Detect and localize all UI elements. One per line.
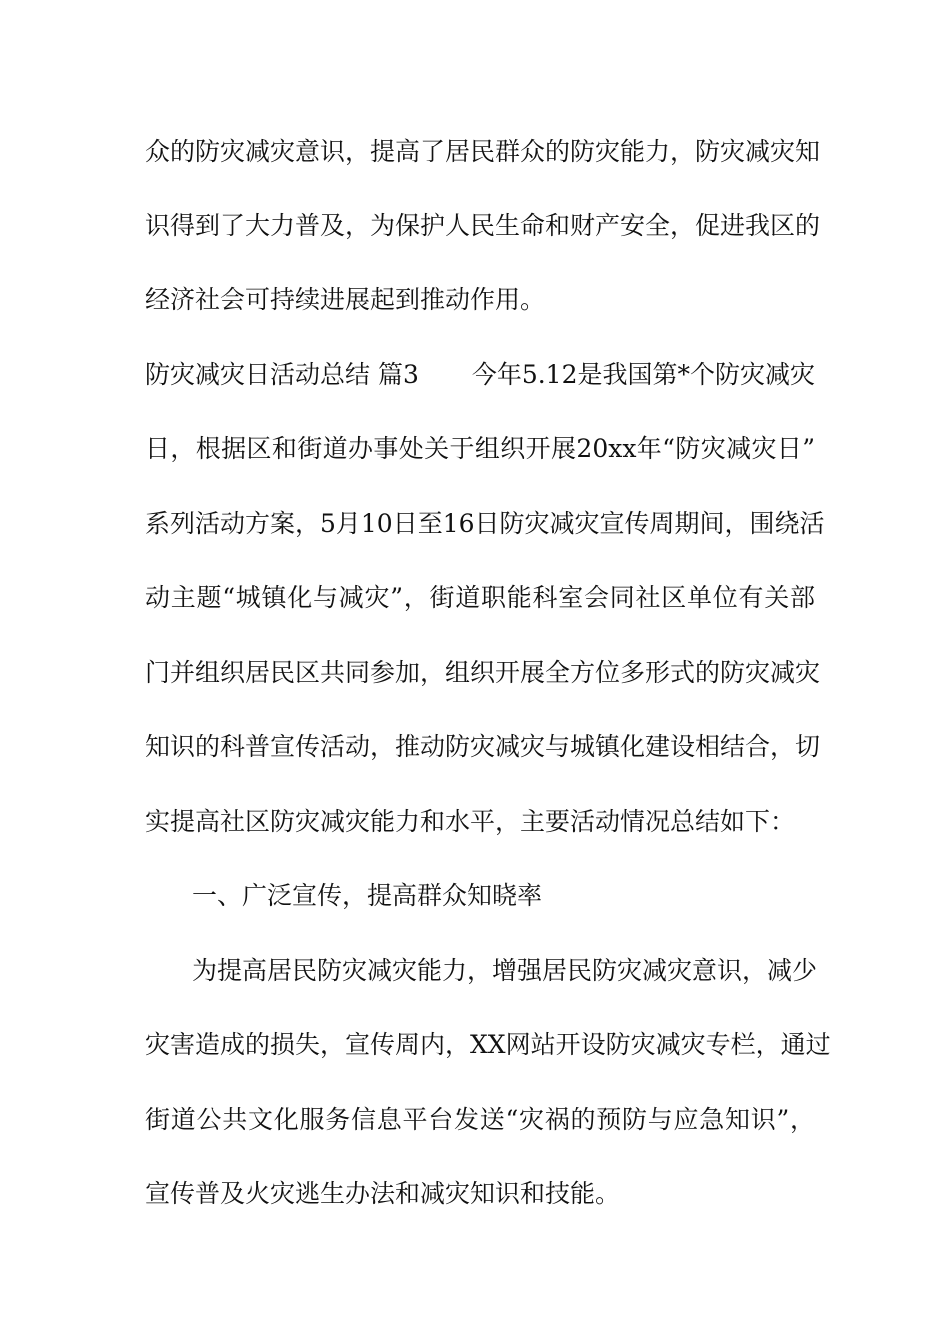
paragraph-line-12: 灾害造成的损失，宣传周内，XX网站开设防灾减灾专栏，通过 <box>145 1030 831 1059</box>
section-heading-row <box>145 355 815 395</box>
paragraph-line-2: 识得到了大力普及，为保护人民生命和财产安全，促进我区的 <box>145 211 821 240</box>
paragraph-line-5: 日，根据区和街道办事处关于组织开展20xx年“防灾减灾日” <box>145 434 815 463</box>
paragraph-line-1: 众的防灾减灾意识，提高了居民群众的防灾能力，防灾减灾知 <box>145 137 821 166</box>
paragraph-line-14: 宣传普及火灾逃生办法和减灾知识和技能。 <box>145 1179 621 1208</box>
paragraph-line-9: 知识的科普宣传活动，推动防灾减灾与城镇化建设相结合，切 <box>145 732 821 761</box>
paragraph-line-13: 街道公共文化服务信息平台发送“灾祸的预防与应急知识”， <box>145 1105 815 1134</box>
subheading: 一、广泛宣传，提高群众知晓率 <box>192 881 543 910</box>
paragraph-line-7: 动主题“城镇化与减灾”，街道职能科室会同社区单位有关部 <box>145 583 815 612</box>
paragraph-line-3: 经济社会可持续进展起到推动作用。 <box>145 285 546 314</box>
paragraph-line-6: 系列活动方案，5月10日至16日防灾减灾宣传周期间，围绕活 <box>145 509 825 538</box>
paragraph-line-11: 为提高居民防灾减灾能力，增强居民防灾减灾意识，减少 <box>192 956 818 985</box>
paragraph-line-8: 门并组织居民区共同参加，组织开展全方位多形式的防灾减灾 <box>145 658 821 687</box>
paragraph-line-10: 实提高社区防灾减灾能力和水平，主要活动情况总结如下： <box>145 807 796 836</box>
paragraph-line-4: 今年5.12是我国第*个防灾减灾 <box>471 360 815 389</box>
section-title: 防灾减灾日活动总结 篇3 <box>145 360 419 389</box>
